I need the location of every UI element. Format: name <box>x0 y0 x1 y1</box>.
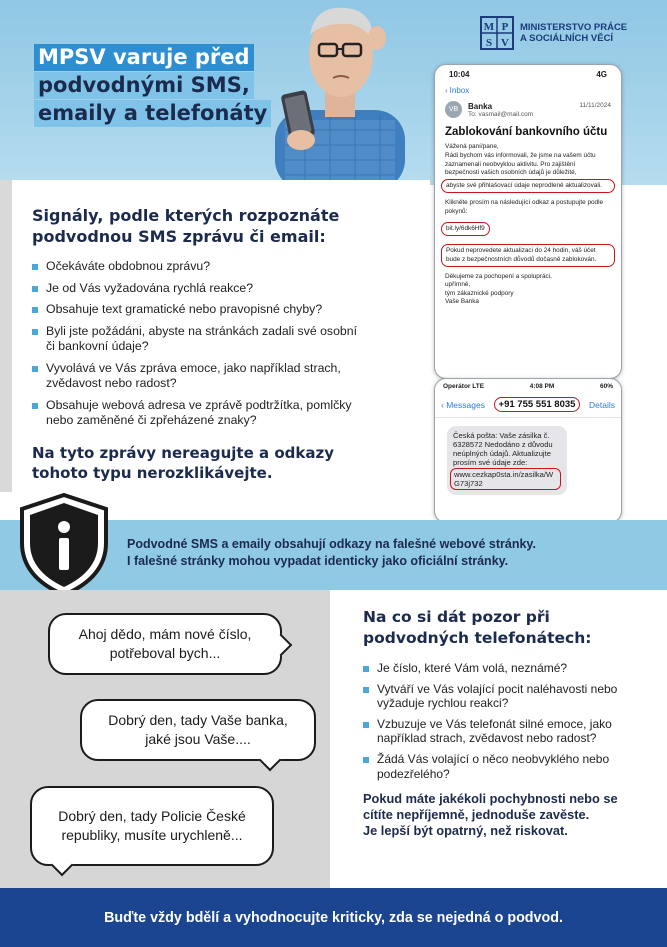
list-item: Žádá Vás volající o něco neobvyklého nebo podezřelého? <box>363 752 635 781</box>
calls-advice-line-2: Je lepší být opatrný, než riskovat. <box>363 823 568 839</box>
list-item: Očekáváte obdobnou zprávu? <box>32 259 362 275</box>
ministry-name <box>520 22 640 44</box>
ministry-name-line-2: A SOCIÁLNÍCH VĚCÍ <box>520 33 614 44</box>
urgency-threat-highlight: Pokud neprovedete aktualizaci do 24 hodin, váš účet bude z bezpečnostních důvodů dočasně zablokován. <box>441 244 615 267</box>
calls-section <box>363 607 635 839</box>
speech-bubble-text: Dobrý den, tady Policie České republiky, musíte urychleně... <box>58 808 246 843</box>
status-bar <box>435 65 621 82</box>
sms-message-text: Česká pošta: Vaše zásilka č. 6328572 Nedodáno z důvodu neúplných údajů. Aktualizujte prosím své údaje zde: <box>453 431 553 467</box>
email-subject: Zablokování bankovního účtu <box>445 126 608 138</box>
mpsv-logo-icon <box>480 16 514 50</box>
info-band-text <box>127 536 647 570</box>
svg-text:V: V <box>501 37 509 49</box>
info-band-line-1: Podvodné SMS a emaily obsahují odkazy na falešné webové stránky. <box>127 537 536 551</box>
ministry-name-line-1: MINISTERSTVO PRÁCE <box>520 22 628 33</box>
info-shield-icon <box>16 491 112 599</box>
closing-line: Vaše Banka <box>445 297 479 305</box>
details-link[interactable]: Details <box>589 399 615 410</box>
ministry-brand <box>480 16 640 50</box>
calls-advice-line-1: Pokud máte jakékoli pochybnosti nebo se cítíte nepříjemně, jednoduše zavěste. <box>363 791 618 823</box>
svg-text:S: S <box>485 37 493 49</box>
speech-bubble-text: Ahoj dědo, mám nové číslo, potřeboval bych... <box>78 626 252 661</box>
svg-text:M: M <box>483 21 495 33</box>
chevron-left-icon: ‹ <box>445 86 448 95</box>
sender-recipient: To: vasmail@mail.com <box>468 110 534 118</box>
email-greeting: Vážená paní/pane, <box>445 143 499 150</box>
title-line-2: podvodnými SMS, <box>34 72 254 99</box>
list-item: Vytváří ve Vás volající pocit naléhavosti nebo vyžaduje rychlou reakci? <box>363 682 635 711</box>
messages-label: Messages <box>446 399 485 410</box>
closing-line: Děkujeme za pochopení a spolupráci. <box>445 272 552 280</box>
footer-banner <box>0 888 667 947</box>
status-bar <box>435 379 621 392</box>
inbox-label: Inbox <box>449 86 470 95</box>
email-date: 11/11/2024 <box>579 102 611 109</box>
signals-section <box>32 205 362 483</box>
list-item: Vyvolává ve Vás zpráva emoce, jako například strach, zvědavost nebo radost? <box>32 361 362 392</box>
status-time: 4:08 PM <box>529 383 555 390</box>
list-item: Vzbuzuje ve Vás telefonát silné emoce, jako například strach, zvědavost nebo radost? <box>363 717 635 746</box>
email-paragraph: Klikněte prosím na následující odkaz a postupujte podle pokynů: <box>445 199 604 215</box>
email-paragraph: Rádi bychom vás informovali, že jsme na vašem účtu zaznamenali neobvyklou aktivitu. Pro zajištění bezpečnosti vašich osobních údajů je důležité, <box>445 152 596 176</box>
title-line-1: MPSV varuje před <box>34 44 254 71</box>
email-phone-mockup <box>434 64 622 379</box>
list-item: Obsahuje webová adresa ve zprávě podtržítka, pomlčky nebo zaměněné či zpřeházené znaky? <box>32 398 362 429</box>
status-battery: 60% <box>599 383 613 390</box>
avatar: VB <box>445 101 462 118</box>
status-operator: Operátor LTE <box>443 383 485 390</box>
speech-bubble <box>80 699 316 761</box>
speech-bubble-text: Dobrý den, tady Vaše banka, jaké jsou Vaše.... <box>108 712 288 747</box>
status-time: 10:04 <box>449 70 470 79</box>
page-title <box>34 44 271 128</box>
sms-suspicious-link[interactable]: www.cezkap0sta.in/zasilka/WG73j732 <box>450 468 561 490</box>
sms-phone-mockup <box>434 378 622 523</box>
list-item: Je číslo, které Vám volá, neznámé? <box>363 661 635 676</box>
man-with-phone-illustration <box>255 0 420 185</box>
email-sender-row <box>435 99 621 120</box>
svg-text:P: P <box>501 21 509 33</box>
speech-bubble <box>30 786 274 866</box>
signals-heading: Signály, podle kterých rozpoznáte podvodnou SMS zprávu či email: <box>32 206 340 246</box>
inbox-back-link[interactable] <box>435 82 621 99</box>
closing-line: upřímně, <box>445 281 471 289</box>
list-item: Byli jste požádáni, abyste na stránkách zadali své osobní či bankovní údaje? <box>32 324 362 355</box>
speech-bubble <box>48 613 282 675</box>
status-signal: 4G <box>596 70 607 79</box>
suspicious-link[interactable]: bit.ly/6dk6Hf9 <box>441 222 490 236</box>
calls-advice <box>363 791 635 839</box>
suspicious-request-highlight: abyste své přihlašovací údaje neprodleně aktualizovali. <box>441 179 615 193</box>
calls-heading: Na co si dát pozor při podvodných telefonátech: <box>363 608 592 647</box>
sms-nav-bar <box>435 392 621 418</box>
closing-line: tým zákaznické podpory <box>445 289 514 297</box>
sender-name: Banka <box>468 101 493 111</box>
sender-phone-number: +91 755 551 8035 <box>494 397 581 412</box>
email-closing <box>445 273 611 306</box>
list-item: Je od Vás vyžadována rychlá reakce? <box>32 281 362 297</box>
info-band-line-2: I falešné stránky mohou vypadat identicky jako oficiální stránky. <box>127 554 509 568</box>
email-body <box>435 143 621 306</box>
calls-list <box>363 661 635 781</box>
footer-text: Buďte vždy bdělí a vyhodnocujte kriticky, zda se nejedná o podvod. <box>104 909 563 926</box>
title-line-3: emaily a telefonáty <box>34 100 271 127</box>
signals-list <box>32 259 362 429</box>
list-item: Obsahuje text gramatické nebo pravopisné chyby? <box>32 302 362 318</box>
messages-back-link[interactable]: ‹ Messages <box>441 399 485 410</box>
signals-warning: Na tyto zprávy nereagujte a odkazy tohoto typu nerozklikávejte. <box>32 443 334 482</box>
sms-message-bubble <box>447 426 567 495</box>
